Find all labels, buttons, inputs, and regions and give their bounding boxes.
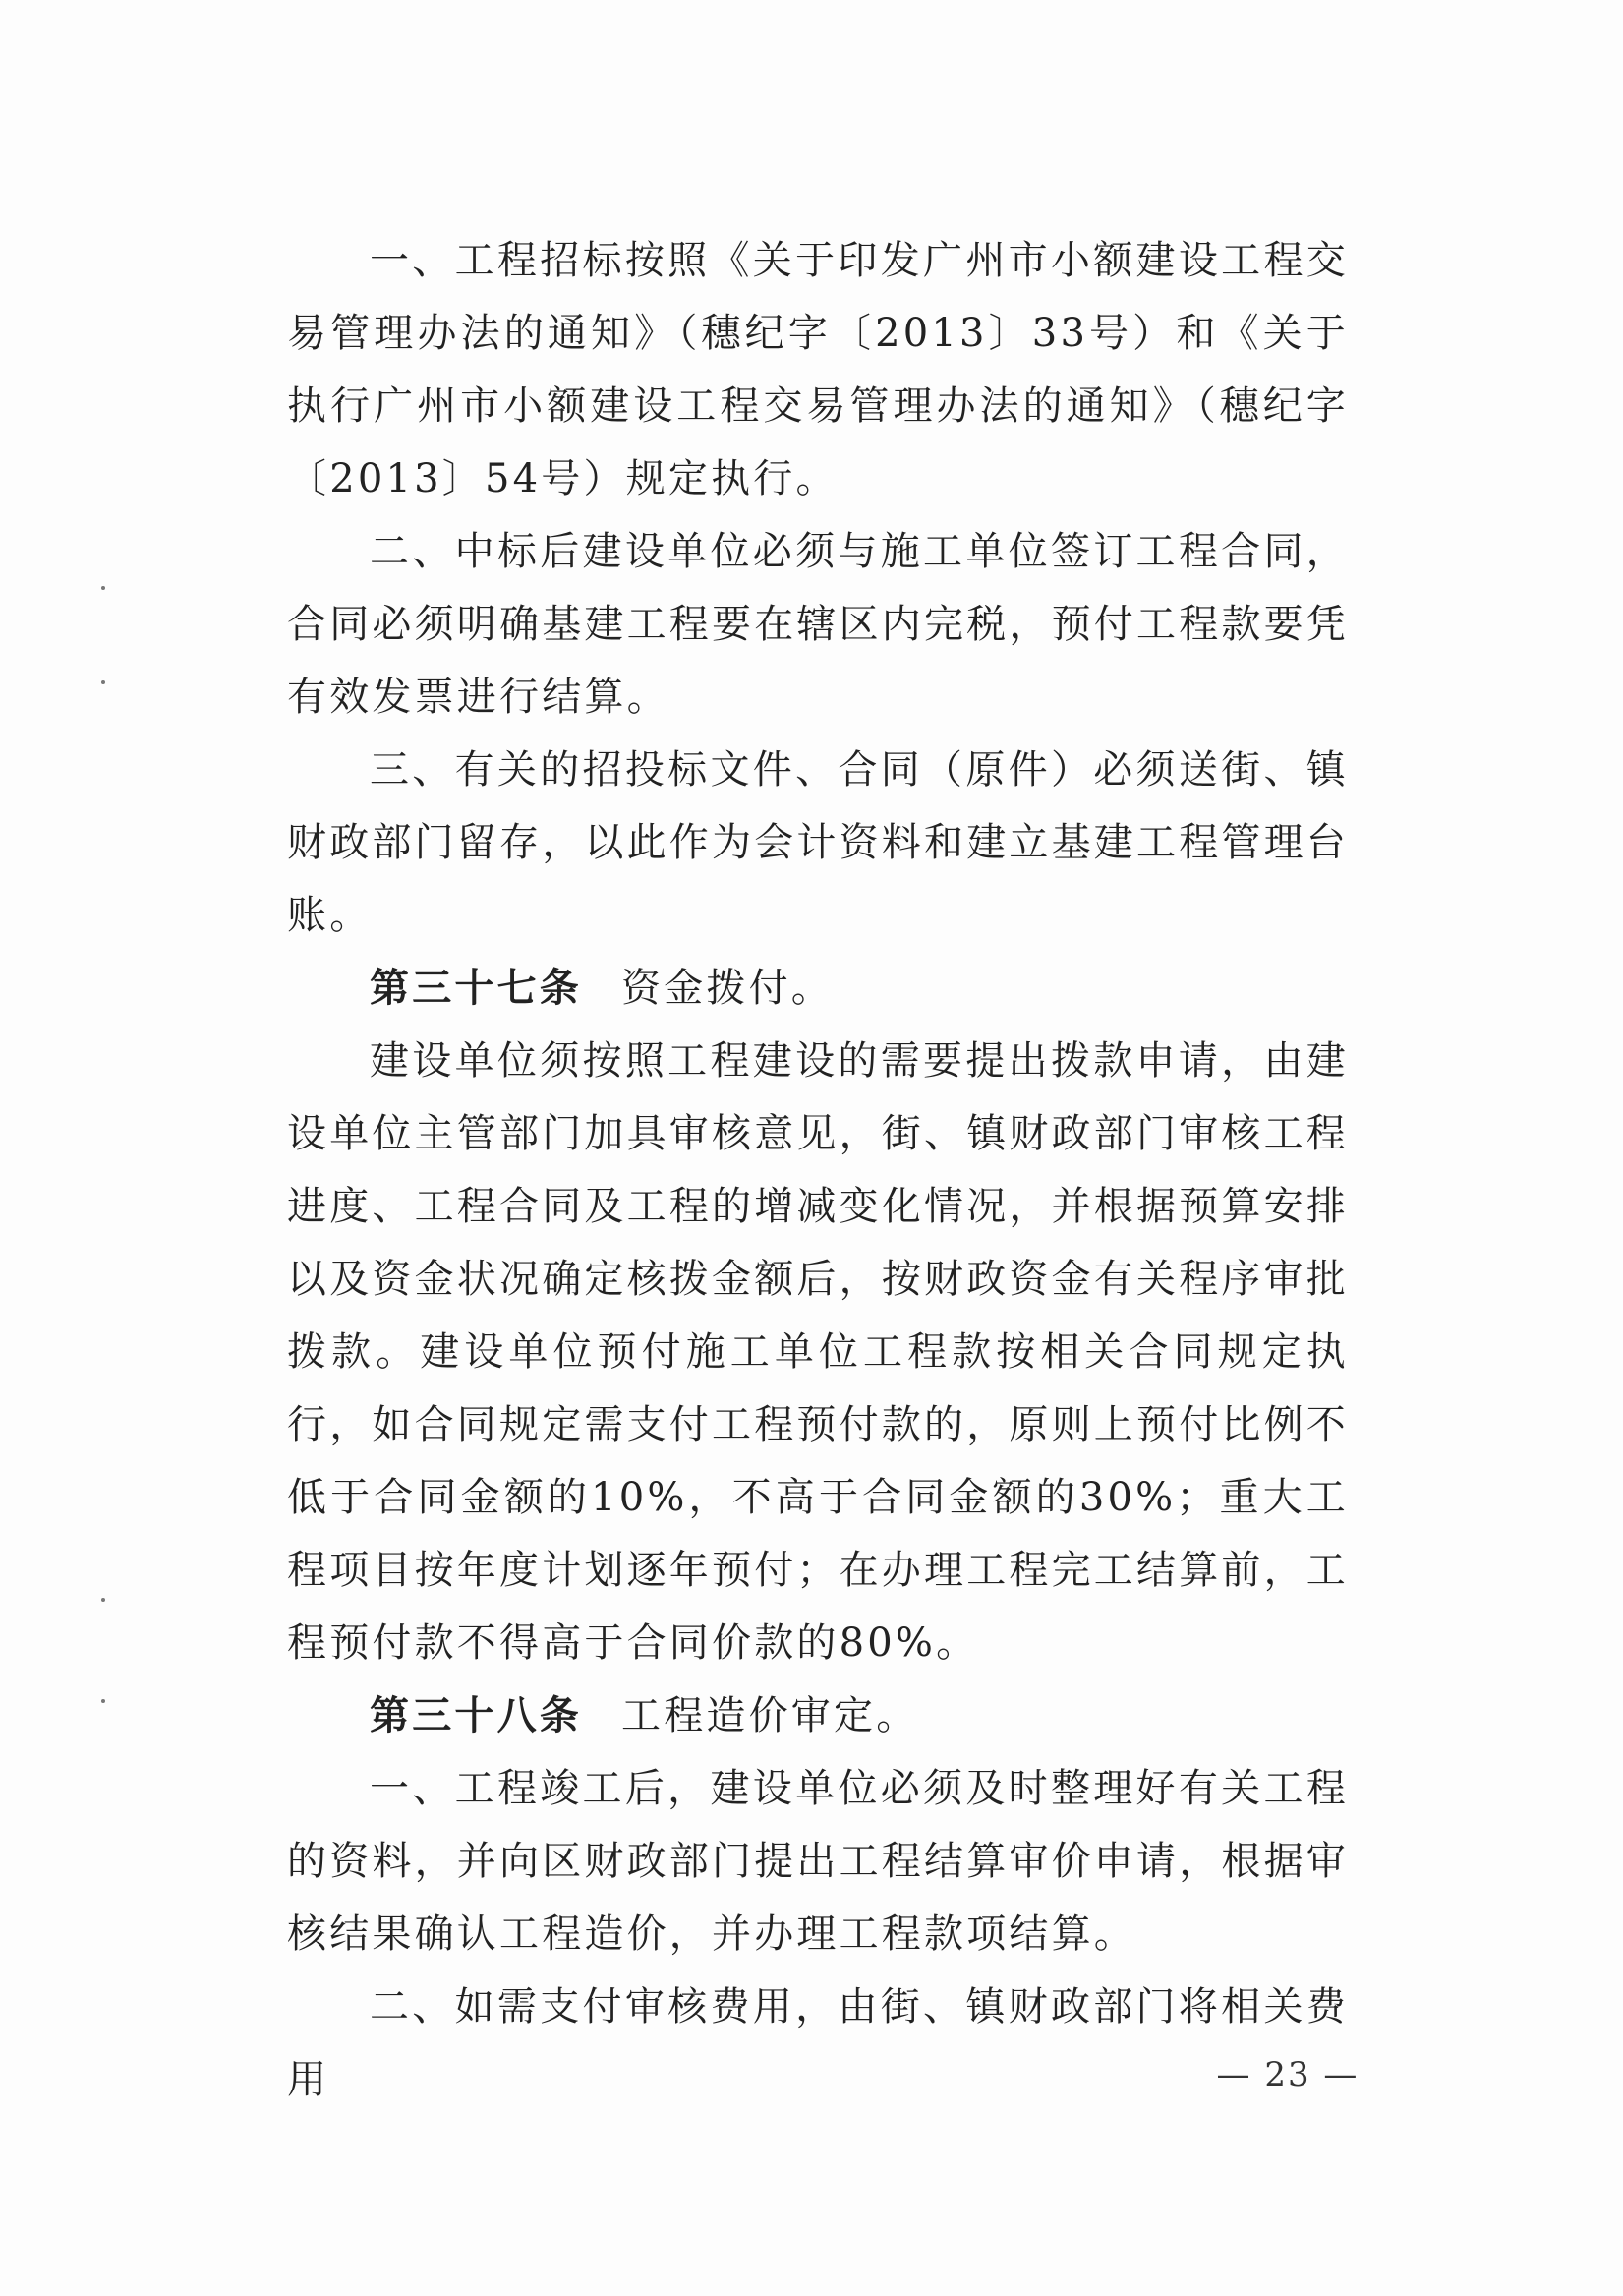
paragraph-document-filing: 三、有关的招投标文件、合同（原件）必须送街、镇财政部门留存，以此作为会计资料和建立基建工程管理台账。 bbox=[287, 747, 1349, 938]
article-37-title: 资金拨付。 bbox=[621, 966, 834, 1011]
paragraph-bidding-rules: 一、工程招标按照《关于印发广州市小额建设工程交易管理办法的通知》（穗纪字〔2013〕33号）和《关于执行广州市小额建设工程交易管理办法的通知》（穗纪字〔2013〕54号）规定执行。 bbox=[287, 238, 1349, 501]
article-37-heading bbox=[287, 952, 1349, 1025]
article-38-heading bbox=[287, 1679, 1349, 1752]
paragraph-audit-fees: 二、如需支付审核费用，由街、镇财政部门将相关费用 bbox=[287, 1984, 1349, 2102]
article-37-label: 第三十七条 bbox=[370, 966, 582, 1011]
scan-speck bbox=[101, 1598, 105, 1602]
article-38-title: 工程造价审定。 bbox=[621, 1693, 919, 1738]
paragraph-fund-disbursement: 建设单位须按照工程建设的需要提出拨款申请，由建设单位主管部门加具审核意见，街、镇财政部门审核工程进度、工程合同及工程的增减变化情况，并根据预算安排以及资金状况确定核拨金额后，按财政资金有关程序审批拨款。建设单位预付施工单位工程款按相关合同规定执行，如合同规定需支付工程预付款的，原则上预付比例不低于合同金额的10%，不高于合同金额的30%；重大工程项目按年度计划逐年预付；在办理工程完工结算前，工程预付款不得高于合同价款的80%。 bbox=[287, 1038, 1349, 1666]
paragraph-completion-audit: 一、工程竣工后，建设单位必须及时整理好有关工程的资料，并向区财政部门提出工程结算审价申请，根据审核结果确认工程造价，并办理工程款项结算。 bbox=[287, 1766, 1349, 1957]
scan-speck bbox=[101, 586, 105, 590]
scan-speck bbox=[101, 680, 105, 684]
paragraph-contract-signing: 二、中标后建设单位必须与施工单位签订工程合同，合同必须明确基建工程要在辖区内完税，预付工程款要凭有效发票进行结算。 bbox=[287, 529, 1349, 720]
scan-speck bbox=[101, 1699, 105, 1703]
document-body bbox=[287, 224, 1349, 2116]
article-38-label: 第三十八条 bbox=[370, 1693, 582, 1738]
page-number: — 23 — bbox=[1216, 2055, 1360, 2094]
